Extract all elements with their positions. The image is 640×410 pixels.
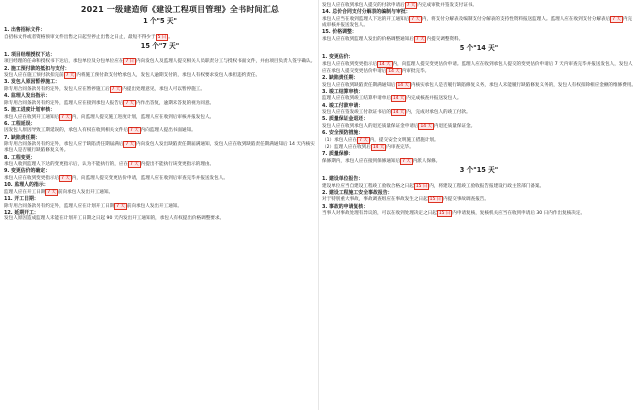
item-heading: 4. 监理人发出指示：: [4, 93, 51, 100]
item-paragraph: [4, 127, 316, 134]
item-paragraph: [322, 82, 636, 89]
highlighted-time: 7 天: [402, 158, 411, 164]
item-paragraph: [4, 175, 316, 182]
paragraph-text: 发包人应在收到承包人提交的付款申请后: [322, 3, 405, 8]
item-paragraph: [4, 58, 316, 65]
paragraph-text: 承包人应在收到变更指示后: [4, 175, 60, 181]
item-heading: 5. 施工进度计划审核：: [4, 106, 55, 113]
item-heading: 1. 项目经理授权下达：: [4, 51, 55, 58]
paragraph-text: 发包人应在施工预付款扣完前: [4, 73, 64, 79]
item-paragraph: [322, 109, 636, 116]
paragraph-text: 内，将建设工程竣工验收报告报建设行政主管部门备案。: [429, 183, 545, 189]
item-paragraph: [4, 216, 316, 222]
section-heading: 15 个"7 天": [140, 41, 180, 50]
highlighted-time: 7 日: [125, 59, 135, 65]
paragraph-text: 内作出答复，逾期未答复的视为同意。: [136, 100, 215, 106]
item-paragraph: [4, 203, 316, 210]
paragraph-text: 发包人应在收到缺陷责任期满通知后: [322, 82, 396, 88]
item-heading: 5. 质量保证金退还：: [322, 116, 369, 123]
item-paragraph: [322, 36, 636, 43]
item-paragraph: [322, 183, 636, 190]
paragraph-text: 内完成审批并签发支付证书。: [417, 3, 478, 8]
paragraph-text: 承包人应在收到监理人发出的价格调整通知后: [322, 36, 414, 42]
item-heading: 10. 监理人的指示：: [4, 182, 49, 189]
highlighted-time: 7 天: [359, 137, 368, 143]
highlighted-time: 14 天: [372, 144, 385, 150]
highlighted-time: 15 日: [438, 211, 451, 217]
item-heading: 1. 建设单位报告：: [322, 175, 364, 182]
paragraph-text: 因发包人原因导致工期延误的，承包人有权在收到相关文件后: [4, 128, 129, 134]
item-heading: 12. 延期开工：: [4, 209, 39, 216]
right-page: [322, 2, 636, 410]
highlighted-time: 14 天: [392, 96, 405, 102]
paragraph-text: 自招标文件或者资格预审文件出售之日起至停止出售之日止，最短不得少于: [4, 34, 156, 40]
paragraph-text: 内，完成对承包人的竣工付款。: [406, 110, 471, 116]
highlighted-time: 7 天: [125, 142, 135, 148]
item-heading: 1. 变更估价：: [322, 54, 354, 60]
item-heading: 15. 价格调整：: [322, 29, 357, 36]
highlighted-time: 7 天: [406, 3, 416, 8]
document-title: 2021 一级建造师《建设工程项目管理》全书时间汇总: [80, 5, 280, 14]
item-heading: 3. 事故的申请复核：: [322, 203, 369, 210]
item-paragraph: [322, 61, 636, 75]
item-paragraph: [4, 161, 316, 168]
paragraph-text: 除专用合同条款另有约定外，发包人应在暂停施工后: [4, 86, 110, 92]
paragraph-text: 内向发包人及监理人提交相关人员职责分工与授权书面文件，并由项目负责人签字确认。: [136, 59, 316, 65]
paragraph-text: （1）承包人应在: [322, 137, 358, 143]
item-paragraph: [4, 189, 316, 196]
paragraph-text: 内完成审核并报送发包人。: [322, 16, 633, 28]
paragraph-text: 承包人应当在收到监理人下达的开工通知后: [322, 16, 410, 22]
left-page-content: [4, 17, 316, 223]
item-heading: 14. 总价合同支付分解表的编制与审批：: [322, 9, 411, 16]
item-paragraph: [4, 86, 316, 93]
item-paragraph: [322, 16, 636, 29]
paragraph-text: 内将施工预付款支付给承包人，发包人逾期支付的，承包人有权要求发包人承担违约责任。: [76, 73, 261, 79]
item-paragraph: [4, 141, 316, 154]
highlighted-time: 14 天: [379, 61, 391, 67]
highlighted-time: 7 天: [612, 16, 621, 22]
highlighted-time: 7 天: [47, 189, 56, 195]
paragraph-text: 发包人原因造成监理人未能在计划开工日期之日起 90 天内发出开工通知的，承包人有权提出价格调整要求。: [4, 216, 225, 222]
section-heading: 3 个"15 天": [459, 165, 499, 174]
paragraph-text: 项目经理的任命和授权书下达后，承包单位及分包单位应在: [4, 59, 124, 65]
item-heading: 9. 变更估价的确定：: [4, 168, 51, 175]
paragraph-text: 对于特别重大事故，事故调查组应在事故发生之日起: [322, 197, 428, 203]
item-heading: 6. 安全预防措施：: [322, 130, 364, 137]
item-heading: 3. 竣工结算审核：: [322, 88, 364, 95]
paragraph-text: 内，将支付分解表及编制支付分解表的支持性资料报送监理人。监理人应在收到支付分解表后: [421, 16, 611, 22]
paragraph-text: 内完成核查并报送发包人。: [406, 96, 462, 102]
paragraph-text: （2）监理人应在收到后: [322, 144, 371, 150]
paragraph-text: 内审查完毕。: [386, 144, 414, 150]
paragraph-text: 前向承包人发出开工通知。: [126, 203, 182, 209]
paragraph-text: 内提出不能执行该变更指示的理由。: [140, 162, 215, 168]
highlighted-time: 7 天: [61, 175, 70, 181]
highlighted-time: 7 天: [415, 36, 425, 42]
highlighted-time: 15 日: [415, 183, 428, 189]
paragraph-text: 内向发包人发出缺陷责任期届满通知，发包人应在收到缺陷责任期满通知后 14 天内核实承包人是否履行缺陷修复义务。: [4, 142, 315, 154]
paragraph-text: 内申请复核，复核机关应当在收到申请后 30 日内作出复核决定。: [452, 211, 586, 217]
highlighted-time: 7 天: [61, 114, 70, 120]
highlighted-time: 7 天: [116, 203, 125, 209]
paragraph-text: 内提交事故调查报告。: [443, 197, 489, 203]
paragraph-text: 除专用合同条款另有约定外，监理人应在计划开工日期: [4, 203, 115, 209]
item-paragraph: [322, 137, 636, 144]
paragraph-text: 内派人保修。: [412, 158, 441, 164]
paragraph-text: 监理人应在收到竣工结算申请单后: [322, 96, 391, 102]
paragraph-text: 除专用合同条款另有约定外，承包人应于缺陷责任期届满后: [4, 142, 124, 148]
item-paragraph: [322, 210, 636, 217]
paragraph-text: 发包人应在收到承包人的退还质量保证金申请后: [322, 123, 419, 129]
paragraph-text: 内，提交安全文明施工措施计划。: [369, 137, 439, 143]
highlighted-time: 14 天: [420, 123, 432, 129]
item-paragraph: [4, 100, 316, 107]
highlighted-time: 7 天: [411, 16, 420, 22]
item-paragraph: [322, 95, 636, 102]
paragraph-text: 内，向监理人提交变更估价申请。监理人应在收到承包人提交的变更估价申请后 7 天内审查完毕并报送发包人，发包人应在承包人提交变更估价申请后: [322, 61, 633, 74]
item-heading: 2. 缺陷责任期：: [322, 75, 359, 81]
highlighted-time: 7 天: [111, 86, 121, 92]
highlighted-time: 14 天: [392, 110, 405, 116]
paragraph-text: 内提交调整资料。: [426, 36, 464, 42]
highlighted-time: 7 天: [130, 162, 139, 168]
item-heading: 2. 建设工程施工安全事故报告：: [322, 189, 393, 196]
item-paragraph: [322, 144, 636, 151]
highlighted-time: 15 日: [429, 197, 442, 203]
right-page-content: [322, 2, 636, 217]
highlighted-time: 14 天: [397, 82, 409, 88]
paragraph-text: 承包人收到监理人下达的变更指示后，认为不能执行的，应在: [4, 162, 129, 168]
highlighted-time: 7 天: [65, 73, 75, 79]
item-heading: 8. 工程变更：: [4, 154, 36, 161]
item-paragraph: [322, 196, 636, 203]
paragraph-text: 。: [168, 34, 173, 40]
item-paragraph: [322, 158, 636, 165]
item-heading: 1. 出售招标文件：: [4, 27, 46, 33]
paragraph-text: 内退还质量保证金。: [433, 123, 476, 129]
paragraph-text: 除专用合同条款另有约定外，监理人应在接到承包人报告后: [4, 100, 124, 106]
highlighted-time: 7 天: [125, 100, 135, 106]
item-heading: 6. 工程延误：: [4, 120, 36, 127]
paragraph-text: 内向监理人提出书面通知。: [140, 128, 196, 134]
paragraph-text: 当事人对事故处理有异议的，可以在收到处理决定之日起: [322, 211, 437, 217]
highlighted-time: 7 天: [130, 128, 139, 134]
page-divider: [318, 0, 319, 410]
item-heading: 11. 开工日期：: [4, 195, 39, 202]
highlighted-time: 14 天: [388, 68, 400, 74]
item-heading: 4. 竣工付款申请：: [322, 102, 364, 109]
item-heading: 7. 质量保修：: [322, 151, 354, 158]
paragraph-text: 内提出处理意见，承包人可以暂停施工。: [122, 86, 205, 92]
item-heading: 3. 发包人原因暂停施工：: [4, 79, 60, 86]
paragraph-text: 内，向监理人提交变更估价申请，监理人应在收到后审查完毕并报送发包人。: [71, 175, 228, 181]
section-heading: 1 个"5 天": [143, 17, 177, 25]
paragraph-text: 承包人应在收到变更指示后: [322, 61, 378, 67]
item-heading: 2. 施工预付款的抵扣与支付：: [4, 65, 70, 72]
item-heading: 7. 缺陷责任期：: [4, 134, 41, 141]
paragraph-text: 内，向监理人提交施工进度计划，监理人应在收到后审核并报发包人。: [71, 114, 215, 120]
paragraph-text: 发包人应在签发竣工付款证书后的: [322, 110, 391, 116]
paragraph-text: 承包人应在收到开工通知后: [4, 114, 60, 120]
paragraph-text: 保修期内，承包人应在接到保修通知后: [322, 158, 401, 164]
paragraph-text: 前向承包人发出开工通知。: [57, 189, 114, 195]
item-paragraph: [4, 114, 316, 121]
section-heading: 5 个"14 天": [459, 44, 499, 52]
paragraph-text: 内核实承包人是否履行缺陷修复义务，承包人未能履行缺陷修复义务的，发包人有权扣除相应金额的维修费用。: [410, 82, 636, 88]
highlighted-time: 5 日: [157, 34, 167, 40]
item-paragraph: [4, 34, 316, 41]
paragraph-text: 内审批完毕。: [401, 68, 430, 74]
paragraph-text: 监理人应在开工日期: [4, 189, 46, 195]
item-paragraph: [322, 123, 636, 130]
paragraph-text: 建设单位应当自建设工程竣工验收合格之日起: [322, 183, 414, 189]
left-page: [4, 16, 316, 410]
